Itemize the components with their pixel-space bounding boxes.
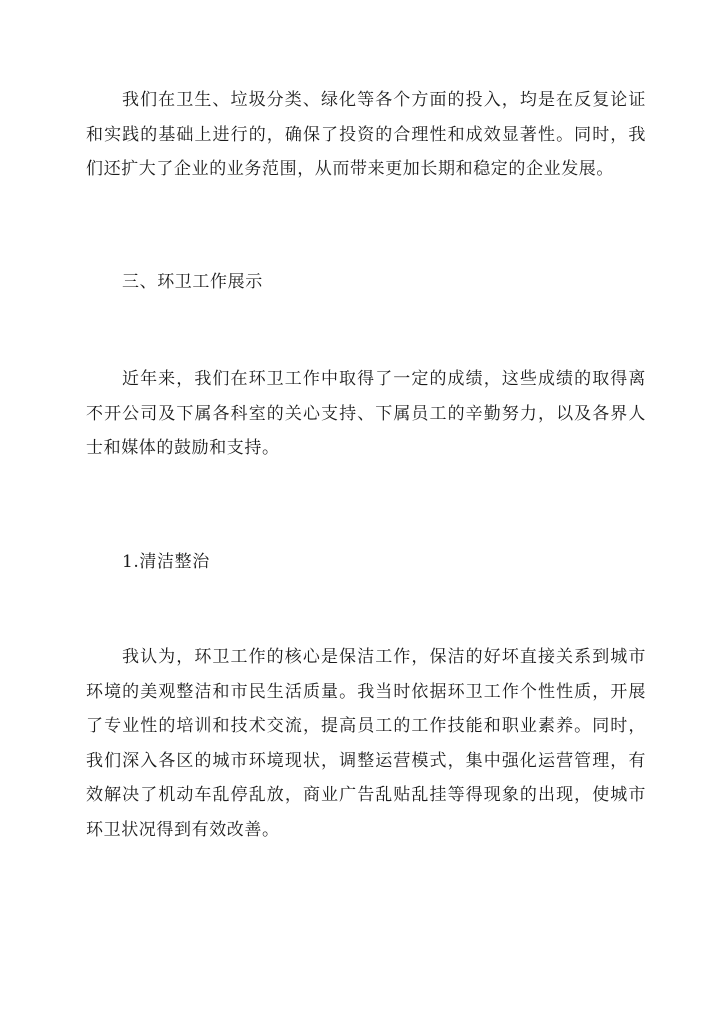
subsection-heading: 1.清洁整治 [122,552,210,572]
body-paragraph: 我们在卫生、垃圾分类、绿化等各个方面的投入，均是在反复论证和实践的基础上进行的，确保了投资的合理性和成效显著性。同时，我们还扩大了企业的业务范围，从而带来更加长期和稳定的企业发展。 [86,90,646,179]
body-paragraph: 近年来，我们在环卫工作中取得了一定的成绩，这些成绩的取得离不开公司及下属各科室的关心支持、下属员工的辛勤努力，以及各界人士和媒体的鼓励和支持。 [86,369,646,458]
section-heading: 三、环卫工作展示 [122,272,263,292]
body-paragraph: 我认为，环卫工作的核心是保洁工作，保洁的好坏直接关系到城市环境的美观整洁和市民生活质量。我当时依据环卫工作个性性质，开展了专业性的培训和技术交流，提高员工的工作技能和职业素养。同时，我们深入各区的城市环境现状，调整运营模式，集中强化运营管理，有效解决了机动车乱停乱放，商业广告乱贴乱挂等得现象的出现，使城市环卫状况得到有效改善。 [86,647,646,840]
